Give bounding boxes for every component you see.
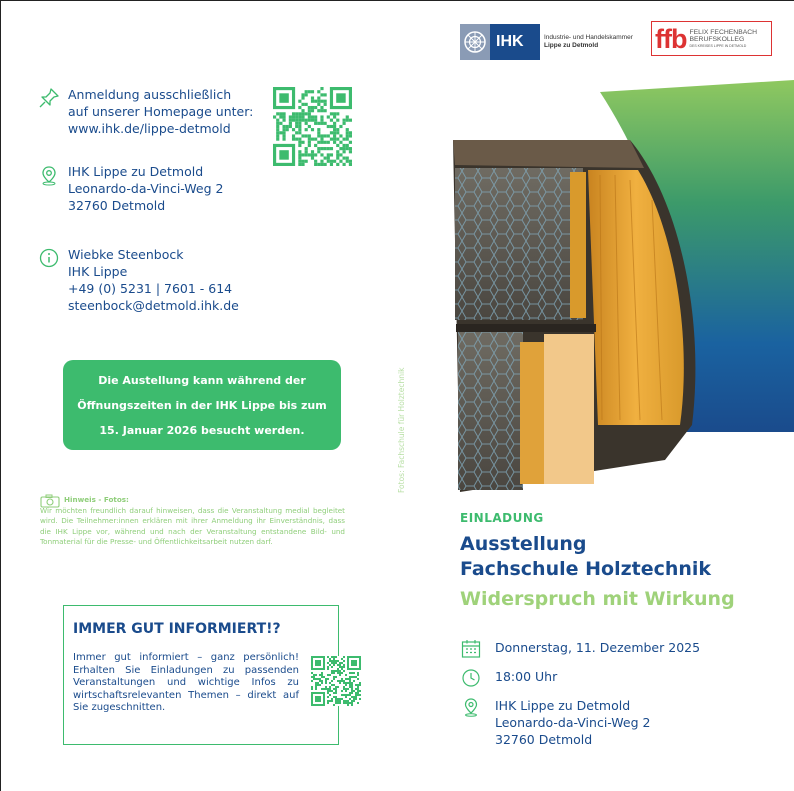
ihk-logo xyxy=(460,24,638,60)
event-location-line-3: 32760 Detmold xyxy=(495,732,593,747)
invitation-title-line-2: Fachschule Holztechnik xyxy=(460,558,712,580)
exhibition-note-line-2: Öffnungszeiten in der IHK Lippe bis zum xyxy=(77,399,327,412)
photo-hint-body: Wir möchten freundlich darauf hinweisen, dass die Veranstaltung medial begleitet wird. Die Teilnehmer:innen erklären mit ihrer Anmeldung ihr Einverständnis, dass die IHK Lippe vor, während und nach der Veranstaltung entstandene Bild- und Tonmaterial für die Presse- und Öffentlichkeitsarbeit nutzen darf. xyxy=(40,505,345,546)
event-time: 18:00 Uhr xyxy=(495,669,558,684)
event-location-line-2: Leonardo-da-Vinci-Weg 2 xyxy=(495,715,651,730)
location-icon xyxy=(38,164,60,186)
venue-line-3: 32760 Detmold xyxy=(68,198,166,213)
ffb-logo-letters: ffb xyxy=(655,23,687,54)
ihk-logo-letters: IHK xyxy=(496,33,524,50)
info-icon xyxy=(38,247,60,269)
event-date-row xyxy=(461,639,700,659)
ffb-logo xyxy=(651,21,772,56)
ihk-logo-line-2: Lippe zu Detmold xyxy=(544,42,599,49)
registration-url-link[interactable]: www.ihk.de/lippe-detmold xyxy=(68,121,231,136)
invitation-title-line-1: Ausstellung xyxy=(460,533,587,555)
photo-credit xyxy=(397,345,411,495)
event-location-row xyxy=(461,697,650,748)
contact-phone: +49 (0) 5231 | 7601 - 614 xyxy=(68,281,233,296)
venue-line-1: IHK Lippe zu Detmold xyxy=(68,164,204,179)
venue-line-2: Leonardo-da-Vinci-Weg 2 xyxy=(68,181,224,196)
ffb-logo-line-1: FELIX FECHENBACH xyxy=(689,28,758,36)
contact-email-link[interactable]: steenbock@detmold.ihk.de xyxy=(68,298,239,313)
newsletter-title: IMMER GUT INFORMIERT!? xyxy=(73,621,281,637)
registration-block xyxy=(38,86,253,137)
newsletter-box xyxy=(63,605,339,745)
photo-hint-title: Hinweis - Fotos: xyxy=(64,495,129,504)
exhibition-note-line-1: Die Austellung kann während der xyxy=(98,374,306,387)
newsletter-text: Immer gut informiert – ganz persönlich! Erhalten Sie Einladungen zu passenden Veranstaltungen und wichtige Infos zu wirtschaftsrelevanten Themen – direkt auf Sie zugeschnitten. xyxy=(73,652,299,714)
newsletter-qr-code[interactable] xyxy=(311,656,361,706)
hero-image xyxy=(430,80,794,500)
contact-org: IHK Lippe xyxy=(68,264,128,279)
contact-block xyxy=(38,246,239,314)
ihk-logo-line-1: Industrie- und Handelskammer xyxy=(544,34,633,41)
invitation-kicker: EINLADUNG xyxy=(460,511,544,525)
venue-block xyxy=(38,163,223,214)
ffb-logo-line-2: BERUFSKOLLEG xyxy=(689,36,745,43)
camera-icon xyxy=(40,494,60,508)
clock-icon xyxy=(461,668,481,688)
exhibition-note-line-3: 15. Januar 2026 besucht werden. xyxy=(99,424,305,437)
registration-qr-code[interactable] xyxy=(273,87,352,166)
ffb-logo-line-3: DES KREISES LIPPE IN DETMOLD xyxy=(689,43,747,48)
photo-credit-text: Fotos: Fachschule für Holztechnik xyxy=(397,367,406,493)
event-location-line-1: IHK Lippe zu Detmold xyxy=(495,698,631,713)
invitation-subtitle: Widerspruch mit Wirkung xyxy=(460,588,735,610)
event-date: Donnerstag, 11. Dezember 2025 xyxy=(495,640,701,655)
exhibition-note-box xyxy=(63,360,341,450)
calendar-icon xyxy=(461,639,481,659)
pin-icon xyxy=(38,87,60,109)
event-time-row xyxy=(461,668,557,688)
contact-name: Wiebke Steenbock xyxy=(68,247,184,262)
ihk-seal-icon xyxy=(463,30,487,54)
location-icon xyxy=(461,697,481,717)
photo-hint xyxy=(40,495,345,548)
registration-line-1: Anmeldung ausschließlich xyxy=(68,87,232,102)
registration-line-2: auf unserer Homepage unter: xyxy=(68,104,254,119)
